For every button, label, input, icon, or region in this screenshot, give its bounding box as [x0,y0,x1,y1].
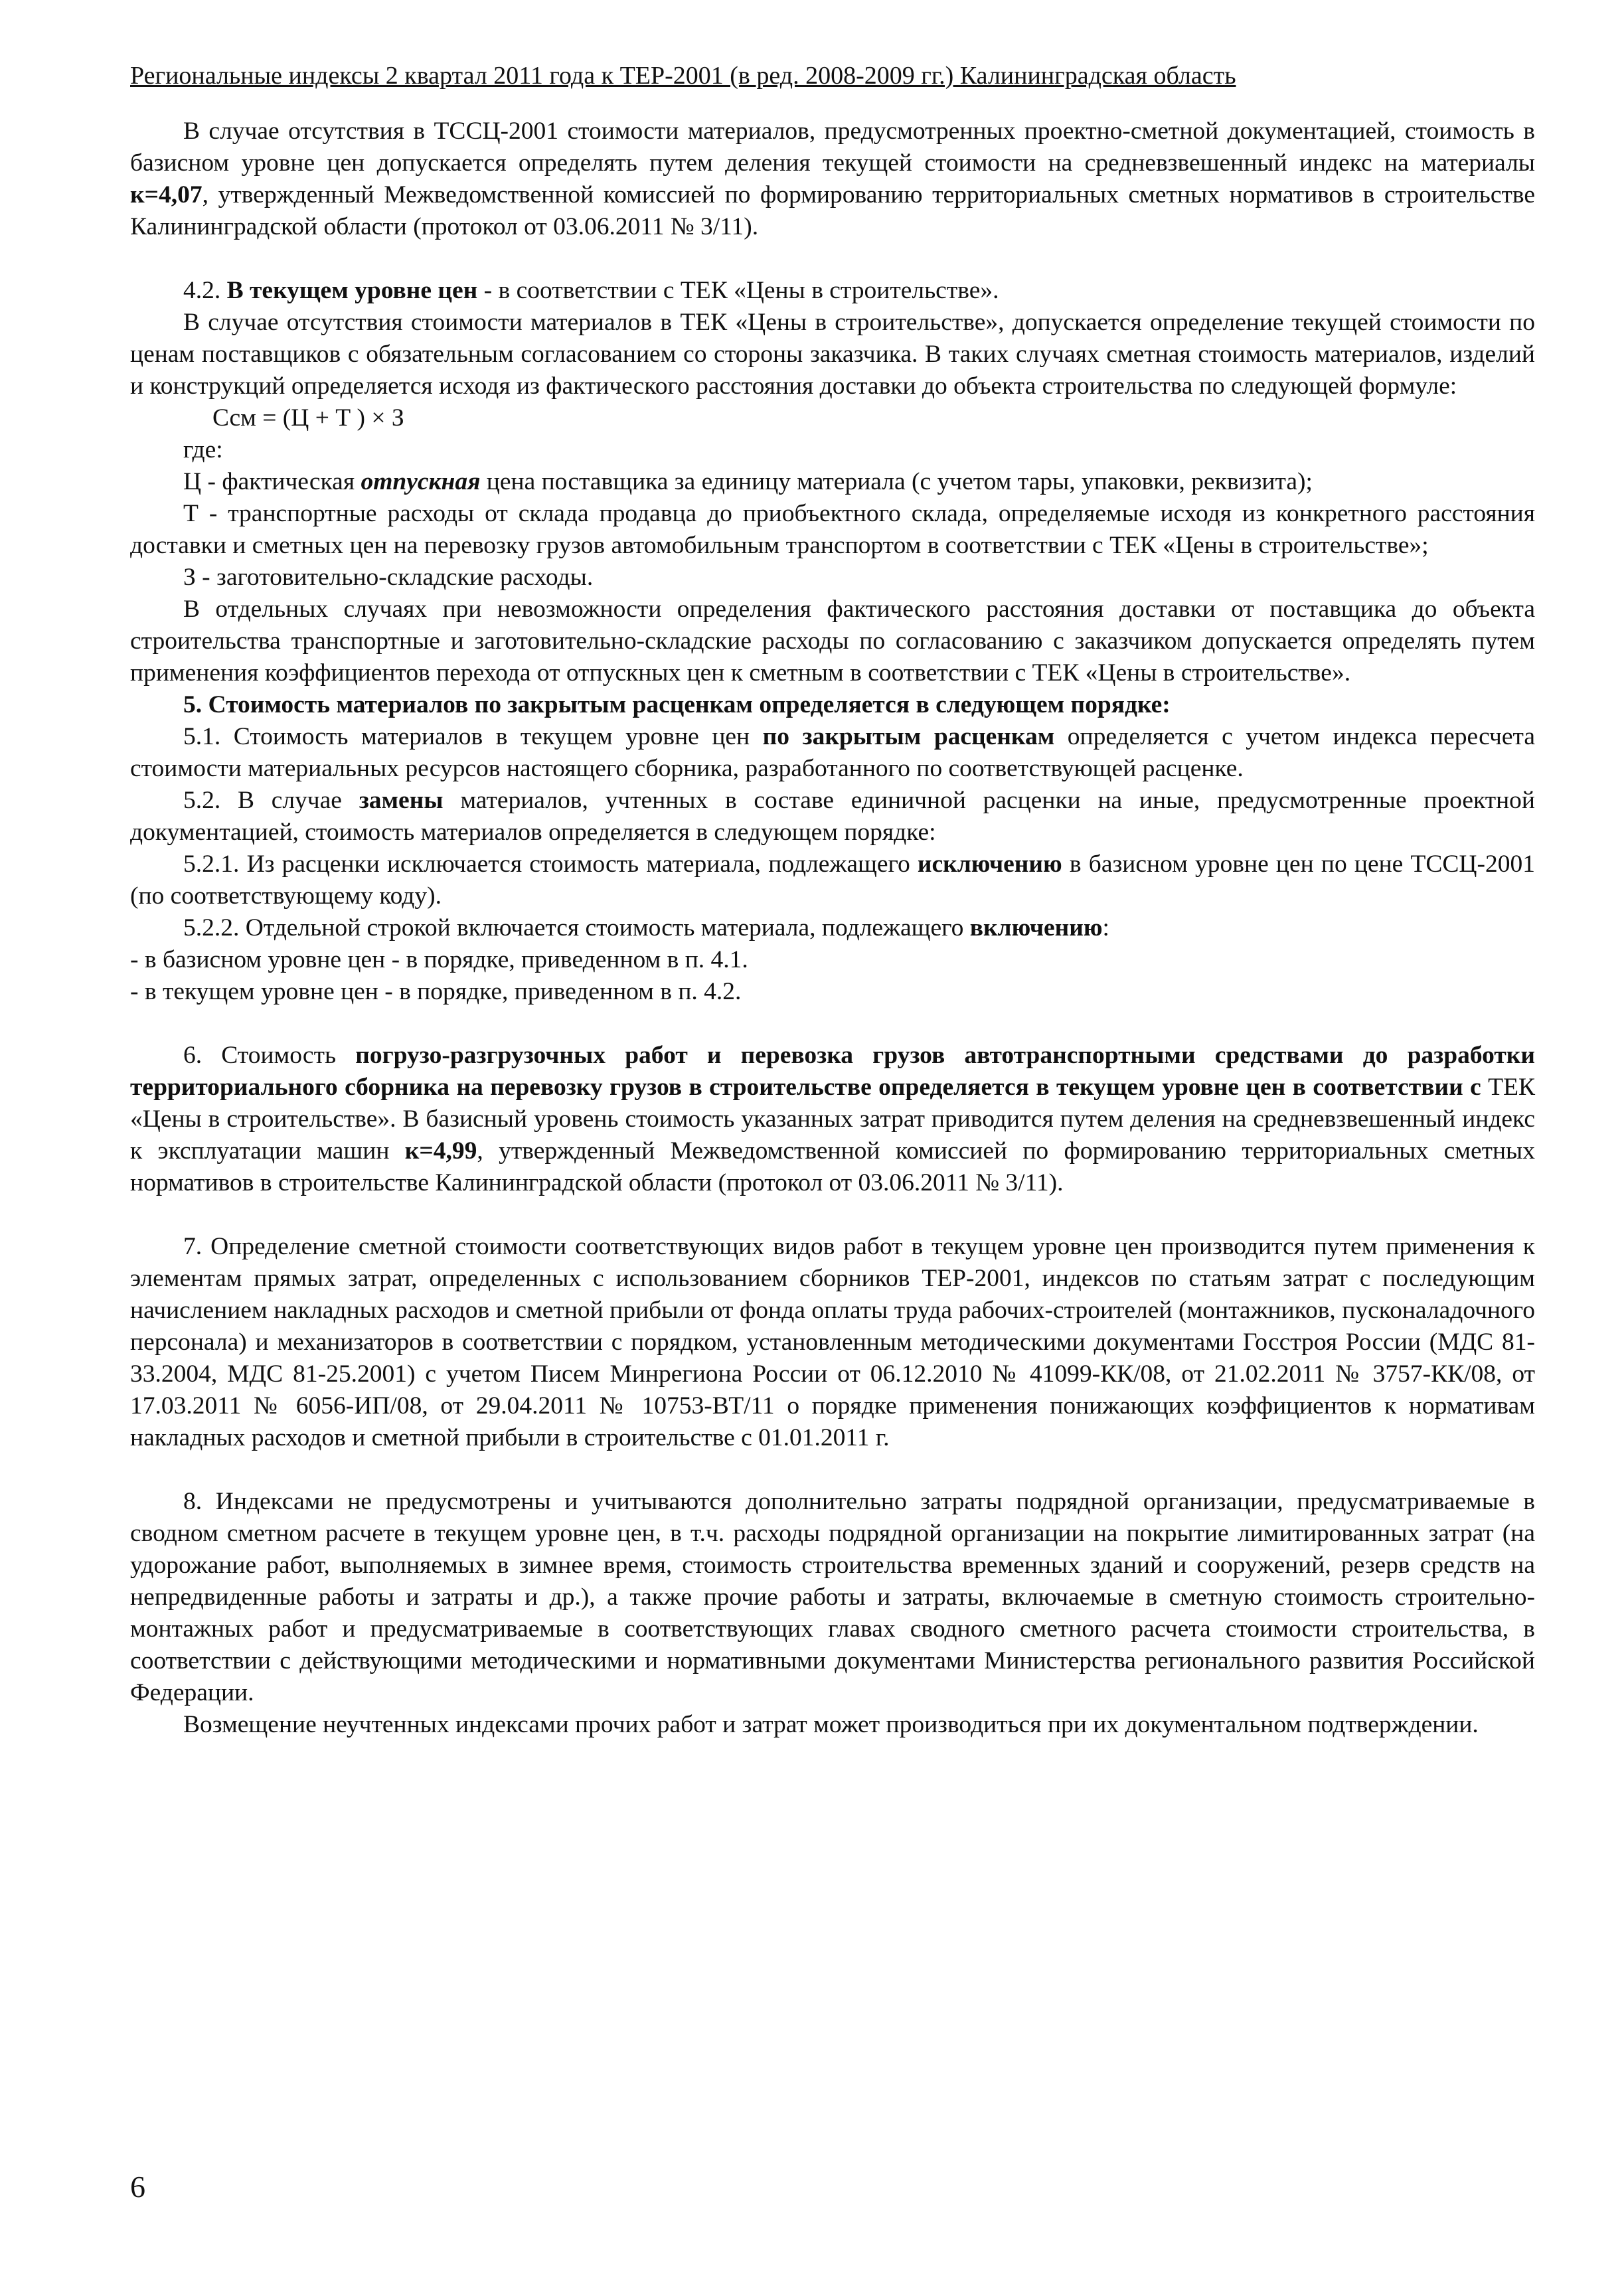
text-run: ТЕК «Цены в строительстве». В базисный уровень стоимость указанных затрат приводится путем деления на средневзвешенный индекс к эксплуатации машин [130,1074,1535,1165]
text-run: , утвержденный Межведомственной комиссией по формированию территориальных сметных нормативов в строительстве Калининградской области (протокол от 03.06.2011 № 3/11). [130,1137,1536,1196]
text-run: - в соответствии с ТЕК «Цены в строительстве». [477,277,999,304]
section-5-1 [130,721,1535,785]
section-5-heading [130,689,1535,721]
section-5-2-2 [130,912,1535,944]
text-run: Ц - фактическая [183,468,361,495]
page-body [130,116,1535,1741]
page-number: 6 [130,2170,145,2204]
section-5-title: 5. Стоимость материалов по закрытым расценкам определяется в следующем порядке: [183,691,1171,718]
section-bold-title: В текущем уровне цен [226,277,478,304]
definition-price [130,466,1535,498]
section-8: 8. Индексами не предусмотрены и учитываются дополнительно затраты подрядной организации, предусматриваемые в сводном сметном расчете в текущем уровне цен, в т.ч. расходы подрядной организации на покрытие лимитированных затрат (на удорожание работ, выполняемых в зимнее время, стоимость строительства временных зданий и сооружений, резерв средств на непредвиденные работы и затраты и др.), а также прочие работы и затраты, включаемые в сметную стоимость строительно-монтажных работ и предусматриваемые в соответствующих главах сводного сметного расчета стоимости строительства, в соответствии с действующими методическими и нормативными документами Министерства регионального развития Российской Федерации. [130,1488,1535,1706]
text-run: 5.2. В случае [183,787,359,814]
materials-index-value: к=4,07 [130,181,203,208]
bold-term: исключению [917,851,1062,878]
bold-term: замены [359,787,444,814]
list-item: - в базисном уровне цен - в порядке, приведенном в п. 4.1. [130,946,748,973]
text-run: : [1102,914,1109,941]
text-run: В случае отсутствия в ТССЦ-2001 стоимости материалов, предусмотренных проектно-сметной документацией, стоимость в базисном уровне цен допускается определять путем деления текущей стоимости на средневзвешенный индекс на материалы [130,118,1535,177]
paragraph-missing-tek: В случае отсутствия стоимости материалов в ТЕК «Цены в строительстве», допускается определение текущей стоимости по ценам поставщиков с обязательным согласованием со стороны заказчика. В таких случаях сметная стоимость материалов, изделий и конструкций определяется исходя из фактического расстояния доставки до объекта строительства по следующей формуле: [130,309,1535,400]
text-run: цена поставщика за единицу материала (с учетом тары, упаковки, реквизита); [480,468,1313,495]
section-6 [130,1040,1535,1199]
text-run: , утвержденный Межведомственной комиссией по формированию территориальных сметных нормативов в строительстве Калининградской области (протокол от 03.06.2011 № 3/11). [130,181,1535,240]
section-number: 4.2. [183,277,227,304]
paragraph-missing-tssc [130,116,1535,243]
text-run: 5.2.1. Из расценки исключается стоимость материала, подлежащего [183,851,918,878]
formula-where-label: где: [183,436,223,463]
text-run: в базисном уровне цен по цене ТССЦ-2001 (по соответствующему коду). [130,851,1535,910]
paragraph-coefficients: В отдельных случаях при невозможности определения фактического расстояния доставки от поставщика до объекта строительства транспортные и заготовительно-складские расходы по согласованию с заказчиком допускается определять путем применения коэффициентов перехода от отпускных цен к сметным в соответствии с ТЕК «Цены в строительстве». [130,596,1535,687]
paragraph-compensation: Возмещение неучтенных индексами прочих работ и затрат может производиться при их документальном подтверждении. [183,1711,1479,1738]
text-run: определяется с учетом индекса пересчета стоимости материальных ресурсов настоящего сборника, разработанного по соответствующей расценке. [130,723,1535,782]
section-5-2-1 [130,849,1535,912]
bold-term: погрузо-разгрузочных работ и перевозка грузов автотранспортными средствами до разработки территориального сборника на перевозку грузов в строительстве определяется в текущем уровне цен в соответствии с [130,1042,1536,1101]
bold-term: по закрытым расценкам [762,723,1055,750]
section-7: 7. Определение сметной стоимости соответствующих видов работ в текущем уровне цен производится путем применения к элементам прямых затрат, определенных с использованием сборников ТЕР-2001, индексов по статьям затрат с последующим начислением накладных расходов и сметной прибыли от фонда оплаты труда рабочих-строителей (монтажников, пусконаладочного персонала) и механизаторов в соответствии с порядком, установленным методическими документами Госстроя России (МДС 81-33.2004, МДС 81-25.2001) с учетом Писем Минрегиона России от 06.12.2010 № 41099-КК/08, от 21.02.2011 № 3757-КК/08, от 17.03.2011 № 6056-ИП/08, от 29.04.2011 № 10753-ВТ/11 о порядке применения понижающих коэффициентов к нормативам накладных расходов и сметной прибыли в строительстве с 01.01.2011 г. [130,1233,1535,1451]
definition-transport: Т - транспортные расходы от склада продавца до приобъектного склада, определяемые исходя из конкретного расстояния доставки и сметных цен на перевозку грузов автомобильным транспортом в соответствии с ТЕК «Цены в строительстве»; [130,500,1535,559]
section-4-2-heading [130,275,1535,307]
list-item: - в текущем уровне цен - в порядке, приведенном в п. 4.2. [130,978,742,1005]
machines-index-value: к=4,99 [404,1137,477,1165]
text-run: 5.1. Стоимость материалов в текущем уровне цен [183,723,763,750]
definition-storage: З - заготовительно-складские расходы. [183,564,594,591]
running-header: Региональные индексы 2 квартал 2011 года к ТЕР-2001 (в ред. 2008-2009 гг.) Калининградская область [130,62,1236,90]
text-run: материалов, учтенных в составе единичной расценки на иные, предусмотренные проектной документацией, стоимость материалов определяется в следующем порядке: [130,787,1535,846]
text-run: 5.2.2. Отдельной строкой включается стоимость материала, подлежащего [183,914,970,941]
text-run: 6. Стоимость [183,1042,356,1069]
bold-term: включению [969,914,1103,941]
cost-formula: Ссм = (Ц + Т ) × З [212,404,404,432]
section-5-2 [130,785,1535,849]
emphasized-term: отпускная [361,468,481,495]
